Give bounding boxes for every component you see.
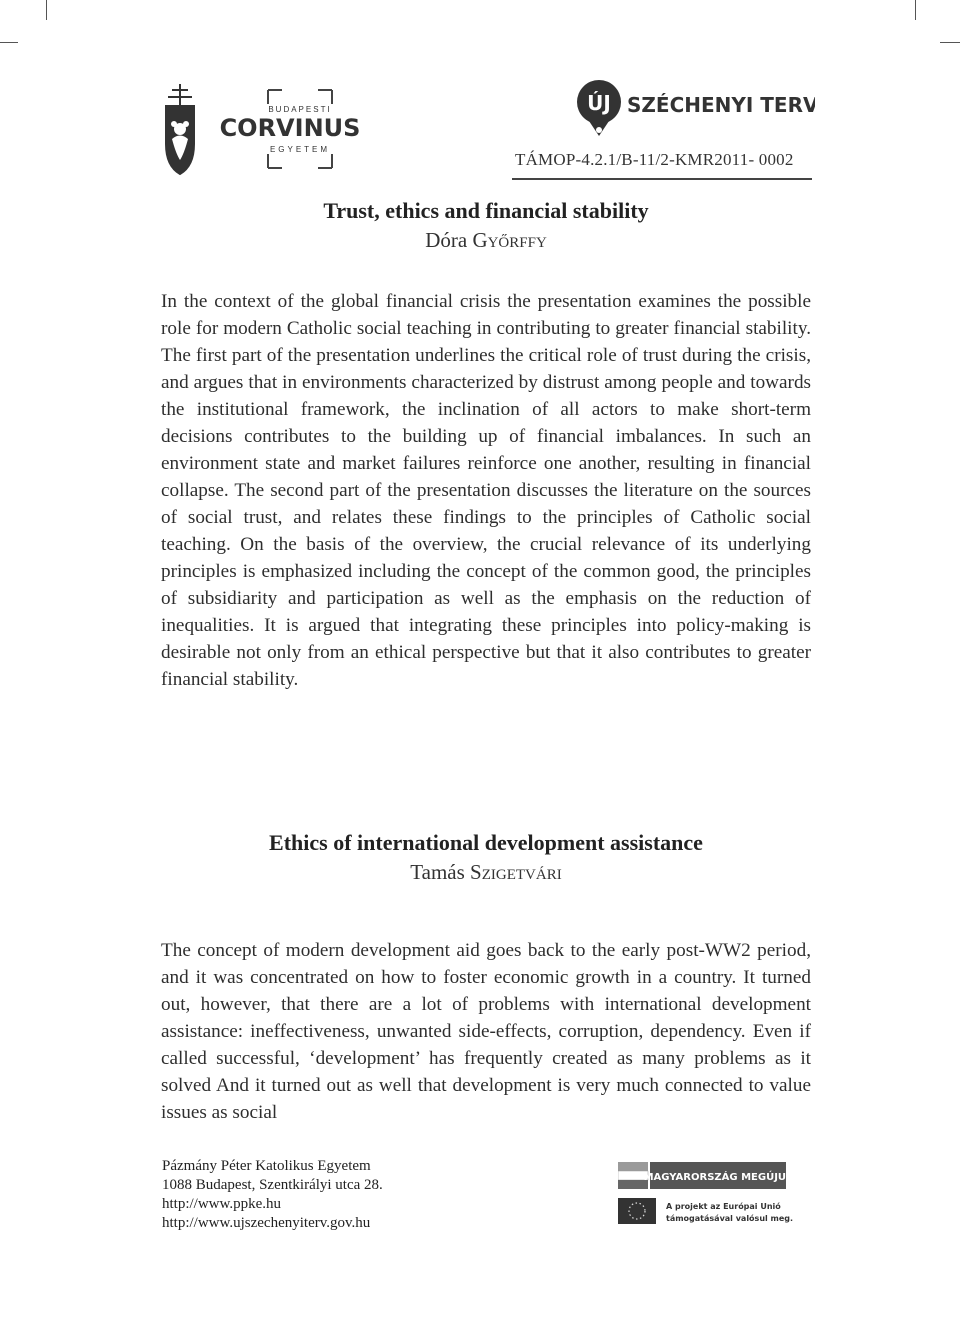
article-1-author — [160, 228, 812, 253]
eu-support-logo — [618, 1196, 798, 1228]
project-code: TÁMOP-4.2.1/B-11/2-KMR2011- 0002 — [515, 150, 794, 169]
eu-text-1: A projekt az Európai Unió — [666, 1202, 781, 1211]
crop-mark — [46, 0, 47, 20]
header-rule — [512, 178, 812, 180]
eu-flag-icon — [618, 1198, 656, 1224]
mm-label: MAGYARORSZÁG MEGÚJUL — [643, 1172, 786, 1183]
article-1-title: Trust, ethics and financial stability — [323, 198, 649, 223]
footer-address — [162, 1157, 383, 1233]
crop-mark — [0, 42, 18, 43]
magyarorszag-megujul-logo — [618, 1160, 786, 1192]
corvinus-logo — [160, 84, 375, 179]
author-given-name: Dóra — [425, 228, 468, 252]
address-line: 1088 Budapest, Szentkirályi utca 28. — [162, 1177, 383, 1193]
crop-mark — [940, 42, 960, 43]
article-2-abstract: The concept of modern development aid goes back to the early post-WW2 period, and it was concentrated on how to foster economic growth in a country. It turned out, however, that there are a lot of problems with international development assistance: ineffectiveness, unwanted side-effects, corruption, dependency. Even if called successful, ‘development’ has frequently created as many problems as it solved And it turned out as well that development is very much connected to value issues as social — [161, 940, 811, 1123]
author-given-name: Tamás — [410, 860, 465, 884]
eu-text-2: támogatásával valósul meg. — [666, 1214, 794, 1223]
article-1-abstract: In the context of the global financial crisis the presentation examines the possible role for modern Catholic social teaching in contributing to greater financial stability. The first part of the presentation underlines the critical role of trust during the crisis, and argues that in environments characterized by distrust among people and towards the institutional framework, the inclination of all actors to make short-term decisions contributes to the building up of financial imbalances. In such an environment state and market failures reinforce one another, resulting in financial collapse. The second part of the presentation discusses the literature on the sources of social trust, and relates these findings to the principles of Catholic social teaching. On the basis of the overview, the crucial relevance of its underlying principles is emphasized including the concept of the common good, the principles of subsidiarity and participation as well as the emphasis on the reduction of inequalities. It is argued that integrating these principles into policy-making is desirable not only from an ethical perspective but that it also contributes to greater financial stability. — [161, 291, 811, 690]
article-2-author — [160, 860, 812, 885]
uj-text: ÚJ — [587, 91, 611, 115]
szechenyi-terv-text: SZÉCHENYI TERV — [627, 93, 815, 117]
author-family-name: Győrffy — [472, 228, 547, 252]
article-2-title: Ethics of international development assistance — [269, 830, 703, 855]
corvinus-name-text: CORVINUS — [219, 114, 361, 142]
address-line: Pázmány Péter Katolikus Egyetem — [162, 1158, 371, 1174]
address-link[interactable]: http://www.ujszechenyiterv.gov.hu — [162, 1215, 371, 1231]
crop-mark — [915, 0, 916, 20]
corvinus-bottom-text: EGYETEM — [269, 145, 331, 154]
author-family-name: Szigetvári — [470, 860, 562, 884]
szechenyi-terv-logo — [575, 78, 815, 138]
address-link[interactable]: http://www.ppke.hu — [162, 1196, 282, 1212]
corvinus-top-text: BUDAPESTI — [268, 105, 332, 114]
